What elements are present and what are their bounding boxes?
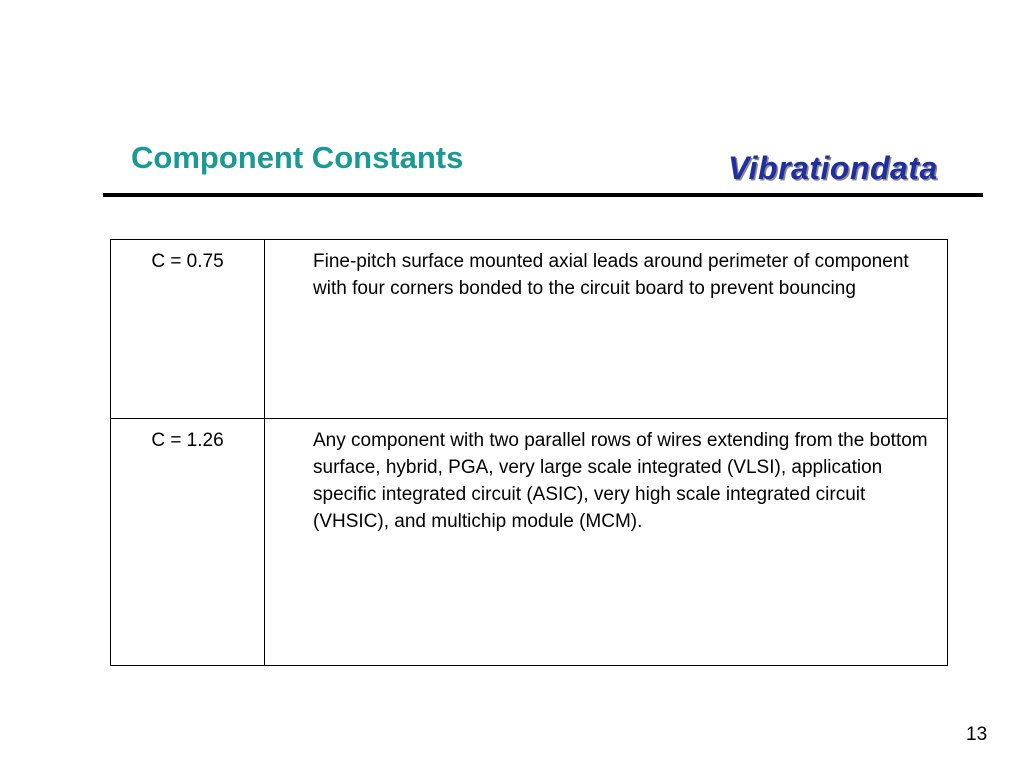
title-divider: [103, 193, 983, 197]
constant-description: Any component with two parallel rows of wires extending from the bottom surface, hybrid, PGA, very large scale integrated (VLSI), application specific integrated circuit (ASIC), very high scale integrated circuit (VHSIC), and multichip module (MCM).: [265, 419, 948, 666]
table-row: [111, 240, 948, 419]
vibrationdata-logo: Vibrationdata: [728, 150, 938, 186]
constant-value: C = 1.26: [111, 419, 265, 666]
component-constants-table: [110, 239, 948, 666]
constant-value: C = 0.75: [111, 240, 265, 419]
slide-title: Component Constants: [131, 140, 464, 175]
page-number: 13: [966, 724, 988, 745]
constant-description: Fine-pitch surface mounted axial leads around perimeter of component with four corners bonded to the circuit board to prevent bouncing: [265, 240, 948, 419]
table-row: [111, 419, 948, 666]
